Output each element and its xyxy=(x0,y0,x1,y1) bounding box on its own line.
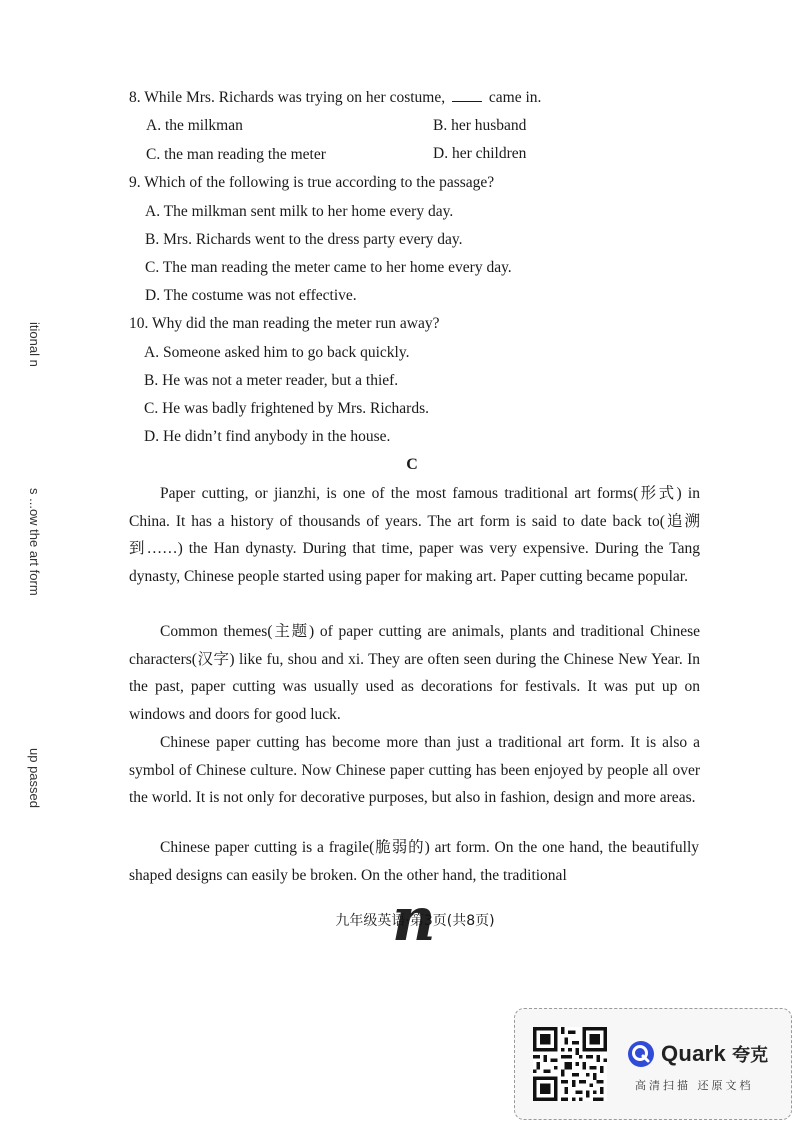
question-10-option-c: C. He was badly frightened by Mrs. Richards. xyxy=(144,400,429,417)
question-8-option-c: C. the man reading the meter xyxy=(146,146,326,163)
quark-brand-name: Quark xyxy=(661,1041,727,1066)
passage-paragraph-3: Chinese paper cutting has become more than just a traditional art form. It is also a symbol of Chinese culture. Now Chinese paper cutting has been enjoyed by people all over the world. It is not only for decorative purposes, but also in fashion, design and more areas. xyxy=(129,734,700,806)
margin-text-fragment-2: s ...ow the art form xyxy=(27,488,42,596)
question-8-option-b: B. her husband xyxy=(433,117,527,134)
answer-blank xyxy=(452,89,482,102)
page-footer: 九年级英语·第3页(共8页) xyxy=(335,913,495,929)
question-10-stem: 10. Why did the man reading the meter run away? xyxy=(129,315,440,332)
question-9-option-a: A. The milkman sent milk to her home every day. xyxy=(145,203,454,220)
passage-paragraph-4: Chinese paper cutting is a fragile(脆弱的) art form. On the one hand, the beautifully shaped designs can easily be broken. On the other hand, the traditional xyxy=(129,839,699,884)
question-8-option-a: A. the milkman xyxy=(146,117,243,134)
scanner-watermark xyxy=(514,1008,792,1120)
question-10-option-a: A. Someone asked him to go back quickly. xyxy=(144,344,410,361)
quark-logo-icon xyxy=(627,1040,655,1068)
quark-brand xyxy=(627,1039,768,1069)
question-9-option-b: B. Mrs. Richards went to the dress party every day. xyxy=(145,231,463,248)
footer-logo-mark: n xyxy=(392,885,436,955)
margin-text-fragment-1: itional n xyxy=(27,322,42,367)
question-8-option-d: D. her children xyxy=(433,145,527,162)
question-8-stem: 8. While Mrs. Richards was trying on her costume, came in. xyxy=(129,89,542,106)
qr-code-icon xyxy=(533,1027,607,1101)
quark-tagline: 高清扫描 还原文档 xyxy=(635,1079,754,1092)
quark-brand-name-cn: 夸克 xyxy=(732,1045,769,1066)
question-9-option-c: C. The man reading the meter came to her home every day. xyxy=(145,259,512,276)
question-9-stem: 9. Which of the following is true according to the passage? xyxy=(129,174,495,191)
margin-text-fragment-3: up passed xyxy=(27,748,42,808)
passage-paragraph-2: Common themes(主题) of paper cutting are animals, plants and traditional Chinese characters(汉字) like fu, shou and xi. They are often seen during the Chinese New Year. In the past, paper cutting was usually used as decorations for festivals. It was put up on windows and doors for good luck. xyxy=(129,623,700,723)
section-heading-c: C xyxy=(406,456,418,473)
passage-paragraph-1: Paper cutting, or jianzhi, is one of the most famous traditional art forms(形式) in China. It has a history of thousands of years. The art form is said to date back to(追溯到……) the Han dynasty. During that time, paper was very expensive. During the Tang dynasty, Chinese people started using paper for making art. Paper cutting became popular. xyxy=(129,485,700,585)
question-10-option-d: D. He didn’t find anybody in the house. xyxy=(144,428,391,445)
question-10-option-b: B. He was not a meter reader, but a thief. xyxy=(144,372,399,389)
question-9-option-d: D. The costume was not effective. xyxy=(145,287,357,304)
